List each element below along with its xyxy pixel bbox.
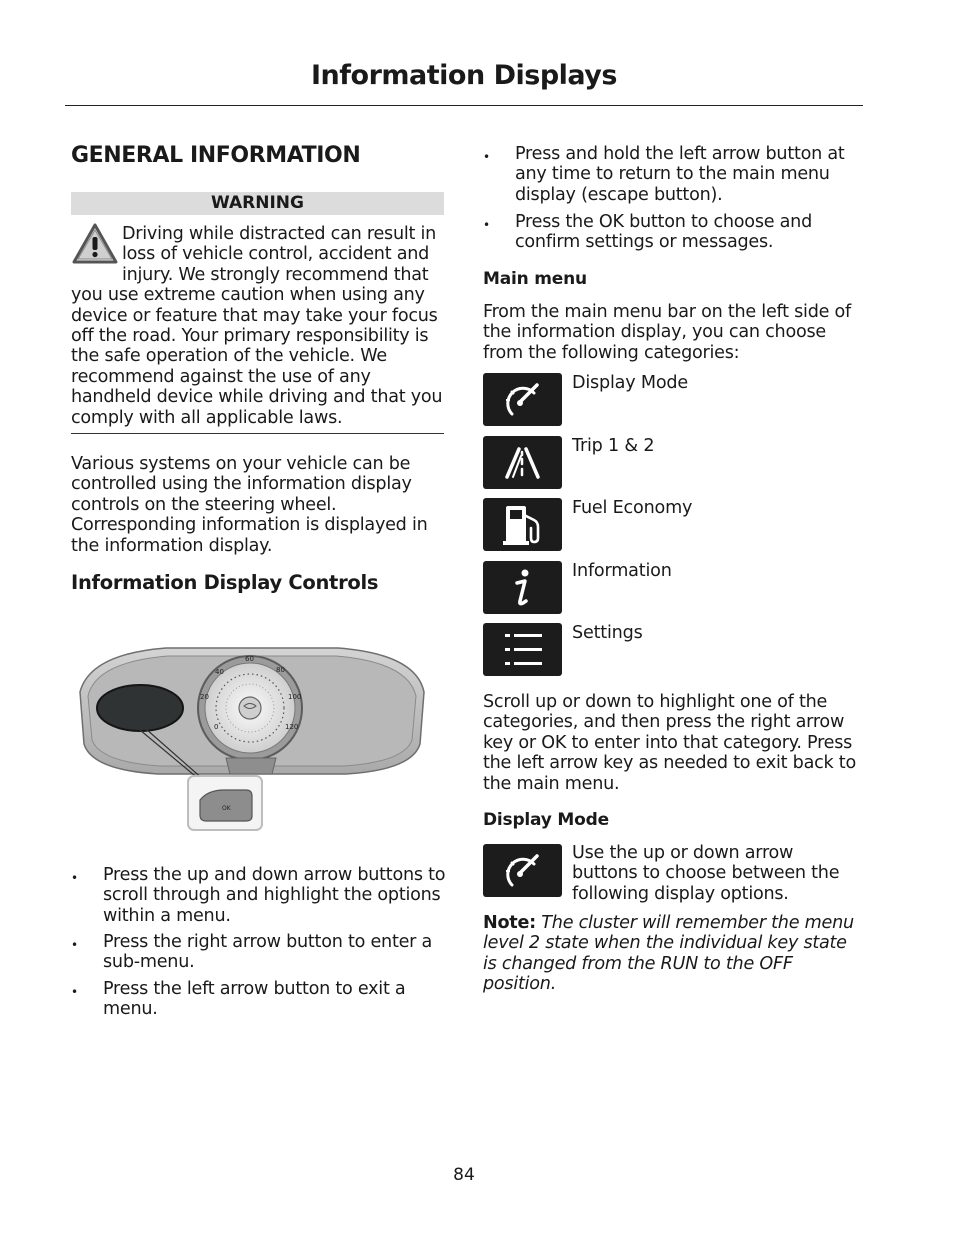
- left-bullet-1-text: Press the up and down arrow buttons to scroll through and highlight the options within a menu.: [103, 865, 446, 926]
- gauge-label-20: 20: [200, 693, 209, 701]
- page-title: Information Displays: [311, 60, 617, 91]
- scroll-instructions: Scroll up or down to highlight one of the categories, and then press the right arrow key or OK to enter into that category. Press the left arrow key as needed to exit back to the main menu.: [483, 692, 856, 794]
- right-bullet-1-text: Press and hold the left arrow button at any time to return to the main menu display (escape button).: [515, 144, 845, 205]
- gauge-icon: [483, 373, 562, 426]
- gauge-label-80: 80: [276, 666, 285, 674]
- left-bullet-3: • Press the left arrow button to exit a menu.: [71, 979, 446, 1021]
- warning-text: Driving while distracted can result in loss of vehicle control, accident and injury. We strongly recommend that you use extreme caution when using any device or feature that may take your focus off the road. Your primary responsibility is the safe operation of the vehicle. We recommend against the use of any handheld device while driving and that you comply with all applicable laws.: [71, 224, 443, 428]
- menu-item-display-mode: [483, 373, 562, 426]
- menu-item-fuel-economy: [483, 498, 562, 551]
- road-icon: [483, 436, 562, 489]
- instrument-cluster-illustration: [76, 640, 428, 840]
- gauge-label-0: 0: [214, 723, 219, 731]
- left-bullet-2-text: Press the right arrow button to enter a sub-menu.: [103, 932, 433, 973]
- left-bullet-1: • Press the up and down arrow buttons to scroll through and highlight the options within a menu.: [71, 865, 446, 926]
- gauge-label-100: 100: [288, 693, 302, 701]
- list-icon: [483, 623, 562, 676]
- left-bullet-2: • Press the right arrow button to enter a sub-menu.: [71, 932, 446, 974]
- main-menu-intro: From the main menu bar on the left side of the information display, you can choose from the following categories:: [483, 302, 851, 363]
- gauge-label-120: 120: [285, 723, 299, 731]
- menu-label-information: Information: [572, 561, 672, 581]
- display-mode-icon-box: [483, 844, 562, 897]
- warning-label: WARNING: [71, 192, 444, 215]
- right-bullet-2: • Press the OK button to choose and confirm settings or messages.: [483, 212, 863, 254]
- menu-item-information: [483, 561, 562, 614]
- note-paragraph: [483, 913, 861, 995]
- menu-label-display-mode: Display Mode: [572, 373, 688, 393]
- main-menu-heading: Main menu: [483, 269, 587, 289]
- left-bullet-3-text: Press the left arrow button to exit a menu.: [103, 979, 406, 1020]
- note-label: Note:: [483, 913, 536, 933]
- page-number: 84: [453, 1165, 475, 1185]
- title-divider: [65, 105, 863, 106]
- gauge-label-40: 40: [215, 668, 224, 676]
- display-mode-text: Use the up or down arrow buttons to choose between the following display options.: [572, 843, 840, 904]
- menu-item-settings: [483, 623, 562, 676]
- svg-text:OK: OK: [222, 805, 231, 812]
- gauge-icon: [483, 844, 562, 897]
- right-bullet-1: • Press and hold the left arrow button at any time to return to the main menu display (escape button).: [483, 144, 863, 206]
- warning-divider: [71, 433, 444, 434]
- menu-label-fuel-economy: Fuel Economy: [572, 498, 693, 518]
- menu-item-trip: [483, 436, 562, 489]
- controls-heading: Information Display Controls: [71, 571, 379, 594]
- warning-text-block: [71, 224, 445, 428]
- fuel-pump-icon: [483, 498, 562, 551]
- menu-label-settings: Settings: [572, 623, 643, 643]
- right-bullet-2-text: Press the OK button to choose and confirm settings or messages.: [515, 212, 813, 253]
- info-icon: [483, 561, 562, 614]
- gauge-label-60: 60: [245, 655, 254, 663]
- intro-paragraph: Various systems on your vehicle can be controlled using the information display controls on the steering wheel. Corresponding information is displayed in the information display.: [71, 454, 428, 556]
- note-text: The cluster will remember the menu level 2 state when the individual key state is changed from the RUN to the OFF position.: [483, 913, 854, 995]
- menu-label-trip: Trip 1 & 2: [572, 436, 655, 456]
- display-mode-heading: Display Mode: [483, 810, 609, 830]
- section-title: GENERAL INFORMATION: [71, 143, 361, 168]
